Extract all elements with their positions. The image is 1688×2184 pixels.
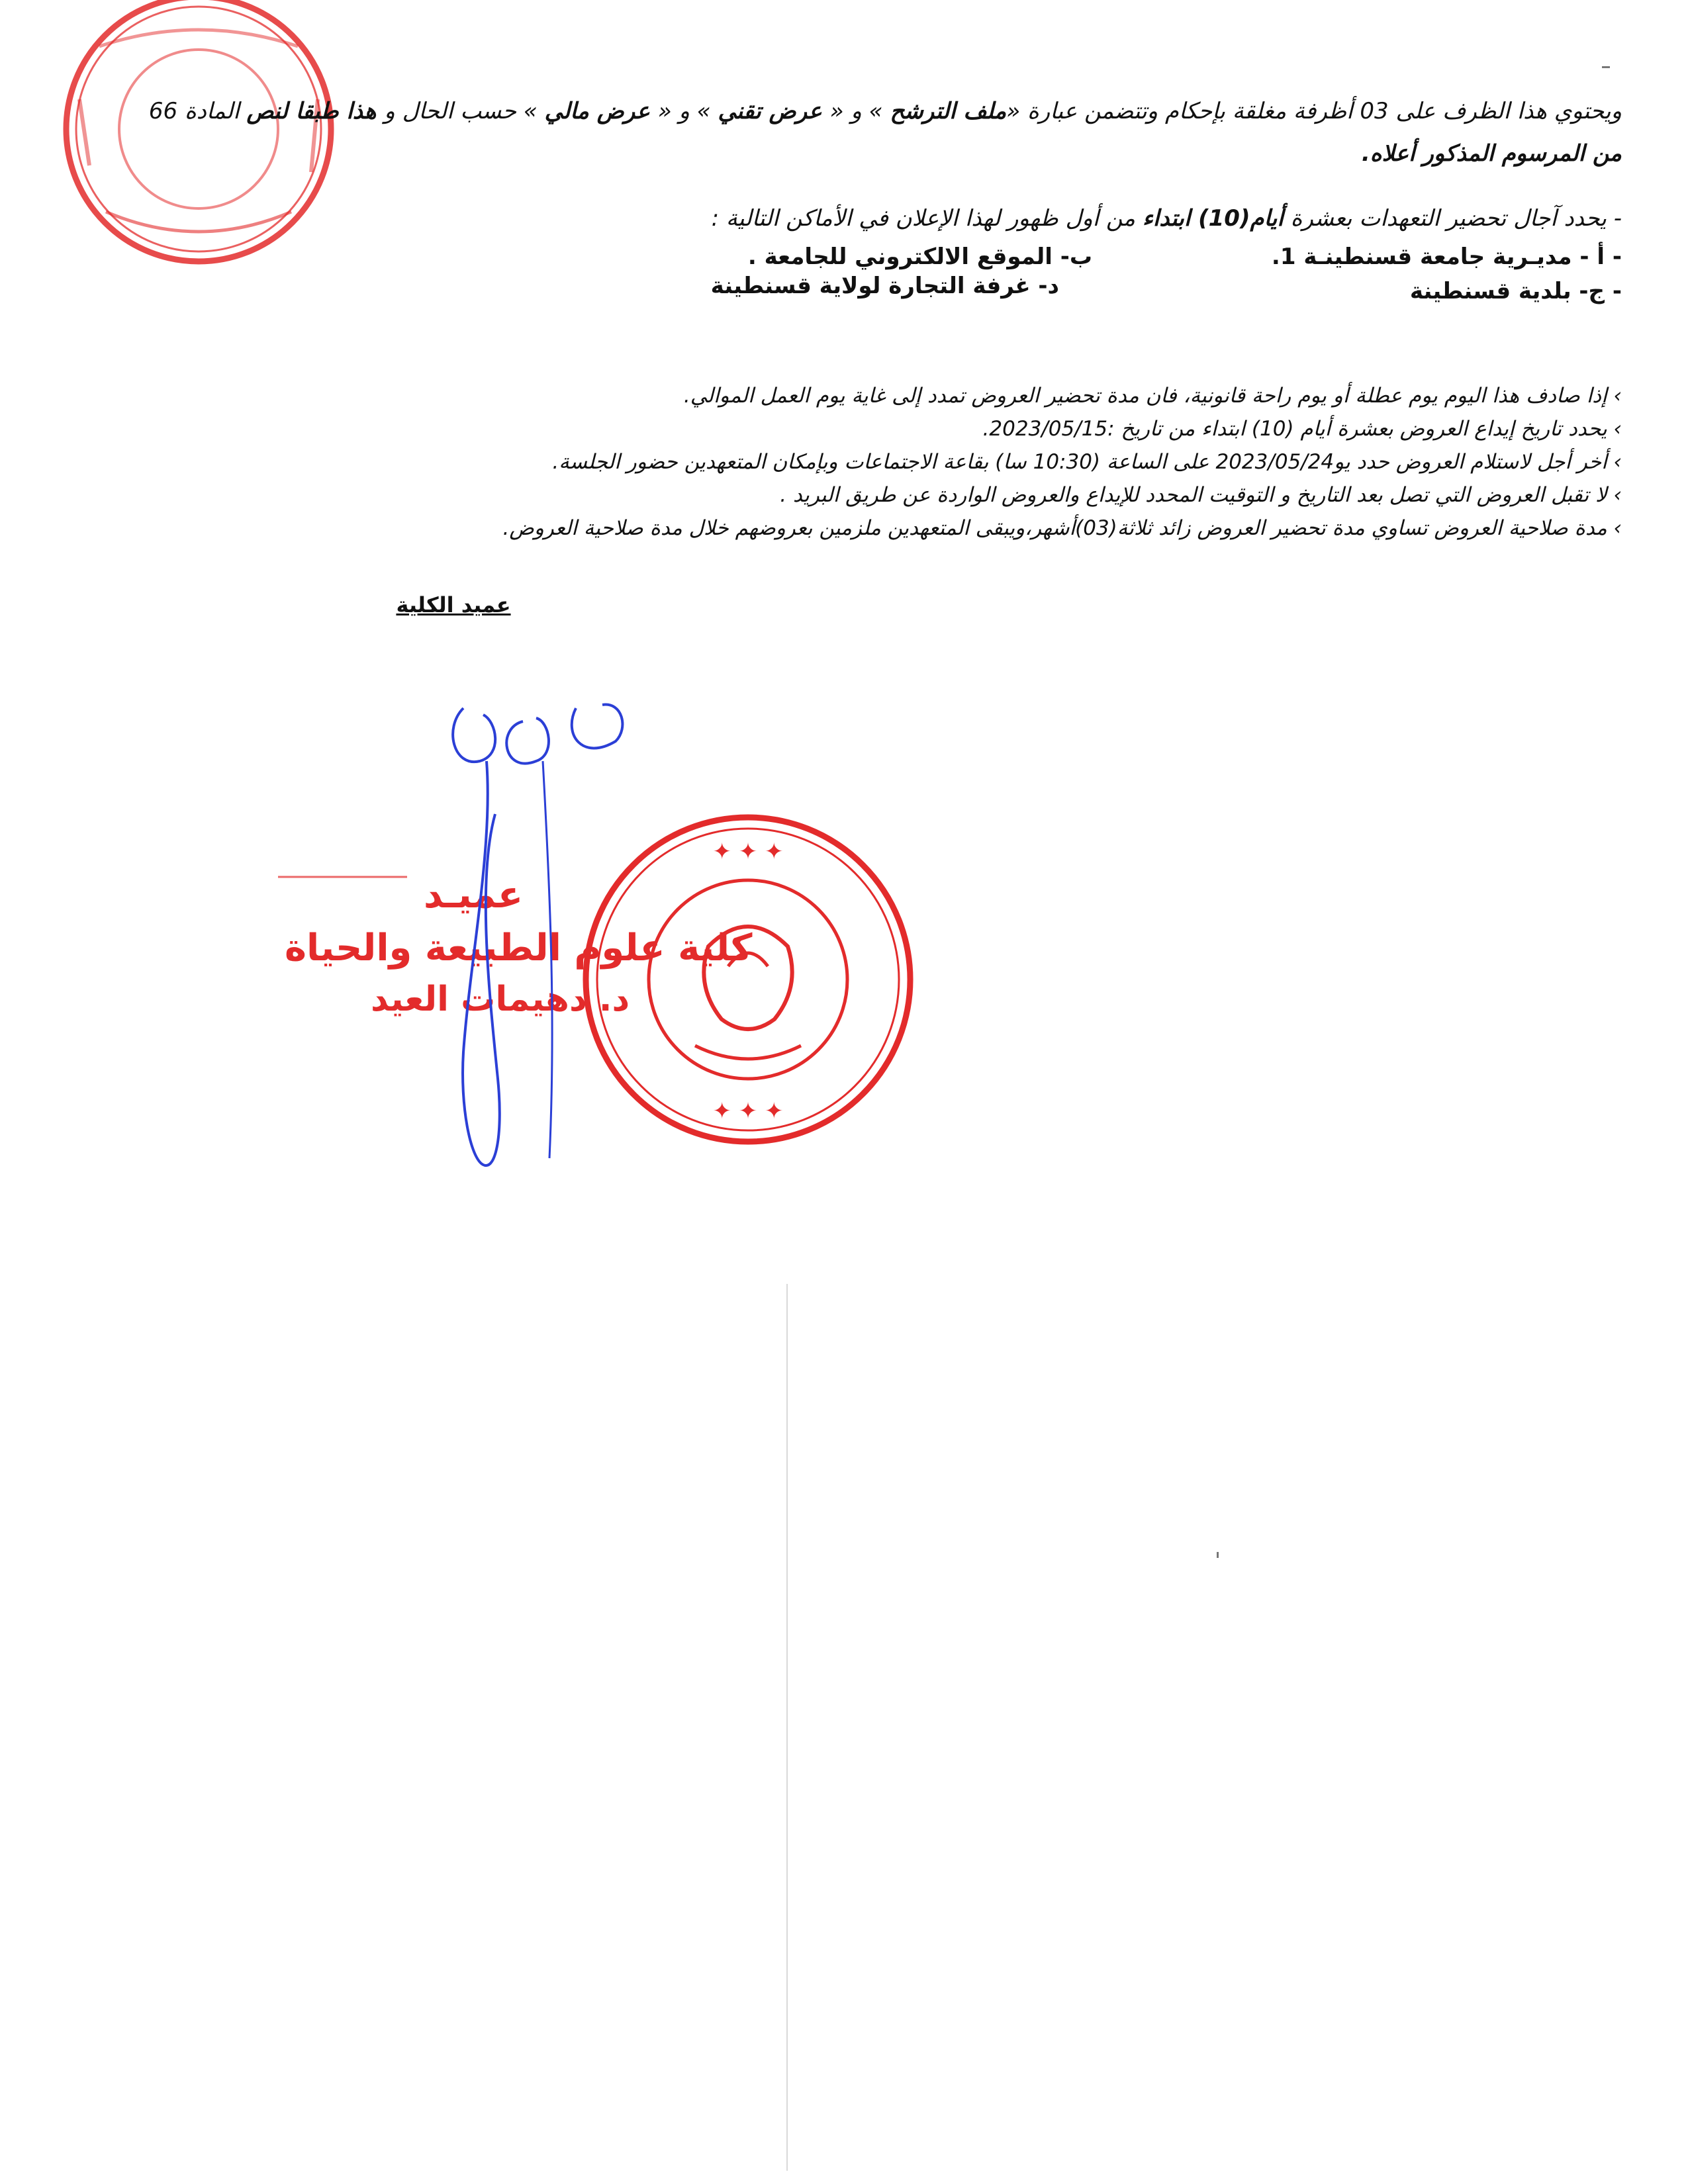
stamp-top-rule [278, 874, 410, 880]
bullet-text: يحدد تاريخ إيداع العروض بعشرة أيام (10) ابتداء من تاريخ :2023/05/15. [982, 417, 1607, 441]
text-run: ويحتوي هذا الظرف على 03 أظرفة مغلقة بإحكام وتتضمن عبارة « [1006, 98, 1622, 124]
text-run: » حسب الحال و [384, 98, 545, 124]
bullet-text: إذا صادف هذا اليوم يوم عطلة أو يوم راحة قانونية، فان مدة تحضير العروض تمدد إلى غاية يوم العمل الموالي. [683, 384, 1607, 408]
dean-title: عميد الكلية [396, 592, 511, 617]
scan-mark [1602, 66, 1610, 68]
dean-stamp-line-3: د. دهيمات العيد [371, 979, 630, 1019]
envelope-contents-line-1 [149, 98, 1622, 124]
bullet-text: لا تقبل العروض التي تصل بعد التاريخ و التوقيت المحدد للإيداع والعروض الواردة عن طريق البريد . [780, 483, 1607, 507]
deadline-line [712, 205, 1622, 232]
svg-text:✦ ✦ ✦: ✦ ✦ ✦ [712, 839, 784, 865]
bullet-late-offers: › لا تقبل العروض التي تصل بعد التاريخ و التوقيت المحدد للإيداع والعروض الواردة عن طريق البريد . [780, 483, 1622, 507]
dean-stamp-line-2: كلية علوم الطبيعة والحياة [285, 927, 753, 970]
envelope-contents-line-2: من المرسوم المذكور أعلاه. [1361, 140, 1622, 167]
text-run: » و « [829, 98, 890, 124]
dean-stamp-line-1: عميـد [424, 874, 524, 917]
bullet-holiday: › إذا صادف هذا اليوم يوم عطلة أو يوم راحة قانونية، فان مدة تحضير العروض تمدد إلى غاية يوم العمل الموالي. [683, 384, 1622, 408]
handwritten-signature [424, 682, 662, 1178]
svg-text:✦ ✦ ✦: ✦ ✦ ✦ [712, 1098, 784, 1124]
text-run: المادة 66 [148, 98, 247, 124]
text-run-bold: أيام(10) ابتداء [1142, 205, 1284, 232]
place-a: - أ - مديـرية جامعة قسنطينـة 1. [1271, 244, 1622, 270]
text-run: من أول ظهور لهذا الإعلان في الأماكن التالية : [711, 205, 1143, 232]
text-run-bold: هذا طبقا لنص [246, 98, 385, 124]
text-run-bold: ملف الترشح [890, 98, 1007, 124]
bullet-deadline: › أخر أجل لاستلام العروض حدد يو2023/05/24 على الساعة (10:30 سا) بقاعة الاجتماعات وبإمكان المتعهدين حضور الجلسة. [552, 450, 1622, 474]
bullet-text: أخر أجل لاستلام العروض حدد يو2023/05/24 على الساعة (10:30 سا) بقاعة الاجتماعات وبإمكان المتعهدين حضور الجلسة. [552, 450, 1607, 474]
bullet-validity: › مدة صلاحية العروض تساوي مدة تحضير العروض زائد ثلاثة(03)أشهر،ويبقى المتعهدين ملزمين بعروضهم خلال مدة صلاحية العروض. [502, 516, 1622, 540]
text-run: » و « [657, 98, 718, 124]
bullet-text: مدة صلاحية العروض تساوي مدة تحضير العروض زائد ثلاثة(03)أشهر،ويبقى المتعهدين ملزمين بعروضهم خلال مدة صلاحية العروض. [502, 516, 1607, 540]
place-b: ب- الموقع الالكتروني للجامعة . [747, 244, 1092, 270]
scan-speck [1217, 1552, 1219, 1558]
text-run: - يحدد آجال تحضير التعهدات بعشرة [1283, 205, 1622, 232]
place-c: - ج- بلدية قسنطينة [1409, 278, 1622, 304]
place-d: د- غرفة التجارة لولاية قسنطينة [710, 273, 1059, 299]
fold-line [786, 1284, 788, 2171]
text-run-bold: عرض مالي [544, 98, 658, 124]
official-seal-top [26, 0, 397, 285]
bullet-deposit-date: › يحدد تاريخ إيداع العروض بعشرة أيام (10) ابتداء من تاريخ :2023/05/15. [982, 417, 1622, 441]
text-run-bold: عرض تقني [718, 98, 830, 124]
